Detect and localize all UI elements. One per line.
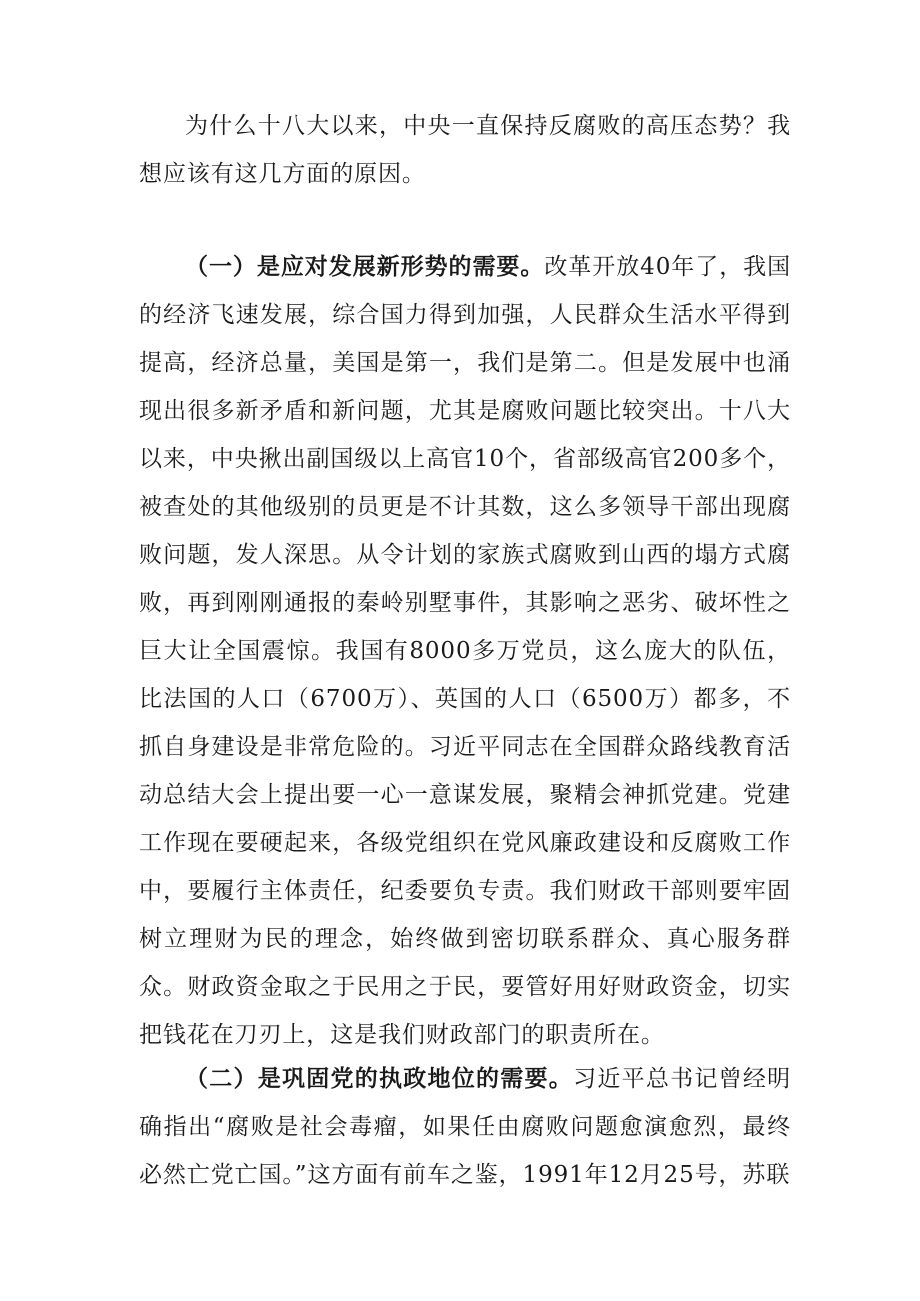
section-two-heading: （二）是巩固党的执政地位的需要。: [185, 1065, 574, 1092]
section-one-body: 改革开放40年了，我国的经济飞速发展，综合国力得到加强，人民群众生活水平得到提高，经济总量，美国是第一，我们是第二。但是发展中也涌现出很多新矛盾和新问题，尤其是腐败问题比较突出。十八大以来，中央揪出副国级以上高官10个，省部级高官200多个，被查处的其他级别的员更是不计其数，这么多领导干部出现腐败问题，发人深思。从令计划的家族式腐败到山西的塌方式腐败，再到刚刚通报的秦岭别墅事件，其影响之恶劣、破坏性之巨大让全国震惊。我国有8000多万党员，这么庞大的队伍，比法国的人口（6700万）、英国的人口（6500万）都多，不抓自身建设是非常危险的。习近平同志在全国群众路线教育活动总结大会上提出要一心一意谋发展，聚精会神抓党建。党建工作现在要硬起来，各级党组织在党风廉政建设和反腐败工作中，要履行主体责任，纪委要负专责。我们财政干部则要牢固树立理财为民的理念，始终做到密切联系群众、真心服务群众。财政资金取之于民用之于民，要管好用好财政资金，切实把钱花在刀刃上，这是我们财政部门的职责所在。: [139, 254, 792, 1048]
intro-paragraph: 为什么十八大以来，中央一直保持反腐败的高压态势？我想应该有这几方面的原因。: [139, 113, 791, 187]
section-two-paragraph: [139, 1055, 791, 1199]
section-one-paragraph: [139, 243, 791, 1059]
section-one-heading: （一）是应对发展新形势的需要。: [185, 253, 545, 280]
section-two-body: 习近平总书记曾经明确指出“腐败是社会毒瘤，如果任由腐败问题愈演愈烈，最终必然亡党亡国。”这方面有前车之鉴，1991年12月25号，苏联: [139, 1066, 791, 1188]
